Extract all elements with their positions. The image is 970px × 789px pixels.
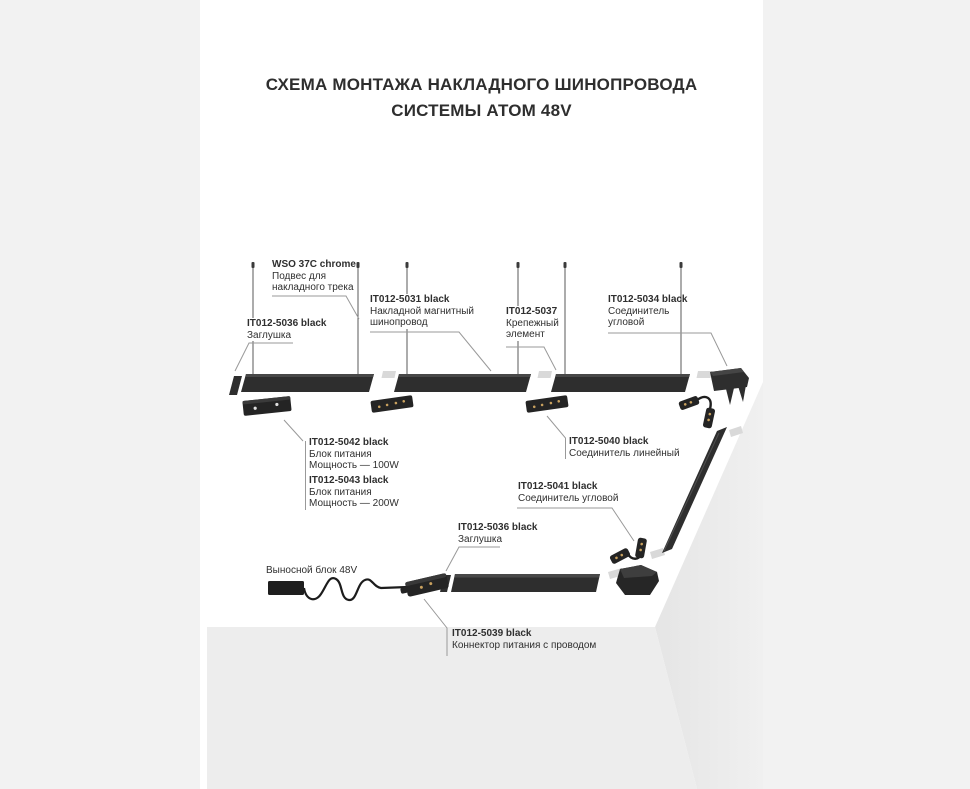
wire-cap: [357, 262, 360, 268]
label-mount-line1: Крепежный: [506, 317, 559, 329]
label-linear-connector: [569, 436, 680, 459]
label-mount-line2: элемент: [506, 329, 545, 340]
track-segment-bottom-facet: [454, 574, 600, 578]
label-power-cord-line1: Коннектор питания с проводом: [452, 639, 597, 651]
label-track-line2: шинопровод: [370, 317, 428, 328]
label-corner-connector-code: IT012-5041 black: [518, 481, 598, 492]
label-corner-connector: [518, 481, 618, 504]
label-suspension-line2: накладного трека: [272, 282, 354, 293]
diagram-title-line2: СИСТЕМЫ АТОМ 48V: [391, 101, 572, 120]
diagram-title: [200, 72, 763, 124]
label-linear-connector-line1: Соединитель линейный: [569, 447, 680, 459]
label-endcap-top: [247, 318, 329, 341]
label-track-code: IT012-5031 black: [370, 294, 450, 305]
mounting-clip: [382, 371, 397, 378]
label-endcap-bottom: [458, 522, 538, 545]
bottom-track-row: [440, 574, 600, 592]
wire-cap: [406, 262, 409, 268]
mounting-clip: [697, 371, 713, 378]
label-psu-100-line1: Блок питания: [309, 448, 372, 460]
label-power-cord: [452, 628, 596, 651]
label-power-cord-code: IT012-5039 black: [452, 628, 532, 639]
wire-cap: [564, 262, 567, 268]
label-psu-100-code: IT012-5042 black: [309, 437, 389, 448]
label-track-line1: Накладной магнитный: [370, 305, 475, 317]
label-track: [370, 294, 476, 329]
floor-plane: [207, 627, 697, 789]
remote-driver-box: [268, 581, 304, 595]
track-segment-3-facet: [555, 374, 690, 377]
diagram-title-line1: СХЕМА МОНТАЖА НАКЛАДНОГО ШИНОПРОВОДА: [265, 75, 698, 94]
label-mount: [506, 306, 561, 341]
wire-cap: [680, 262, 683, 268]
mounting-clip: [538, 371, 553, 378]
wire-cap: [252, 262, 255, 268]
label-corner-right-line1: Соединитель: [608, 305, 670, 317]
label-psu-200: [309, 475, 399, 510]
label-psu-200-line2: Мощность — 200W: [309, 498, 399, 509]
label-suspension-code: WSO 37C chrome: [272, 259, 356, 270]
label-endcap-bottom-code: IT012-5036 black: [458, 522, 538, 533]
label-endcap-bottom-line1: Заглушка: [458, 533, 503, 545]
label-linear-connector-code: IT012-5040 black: [569, 436, 649, 447]
label-suspension-line1: Подвес для: [272, 270, 326, 282]
label-corner-right-line2: угловой: [608, 317, 645, 328]
label-corner-right: [608, 294, 688, 329]
label-remote-unit: [266, 565, 357, 577]
label-mount-code: IT012-5037: [506, 306, 558, 317]
label-psu-100: [309, 437, 399, 472]
label-suspension: [272, 259, 356, 294]
label-corner-connector-line1: Соединитель угловой: [518, 492, 619, 504]
label-remote-unit-text: Выносной блок 48V: [266, 565, 358, 576]
track-segment-1-facet: [245, 374, 374, 377]
wire-cap: [517, 262, 520, 268]
track-segment-2-facet: [398, 374, 531, 377]
label-psu-200-code: IT012-5043 black: [309, 475, 389, 486]
label-corner-right-code: IT012-5034 black: [608, 294, 688, 305]
label-endcap-top-code: IT012-5036 black: [247, 318, 327, 329]
label-psu-100-line2: Мощность — 100W: [309, 460, 399, 471]
label-endcap-top-line1: Заглушка: [247, 329, 292, 341]
label-psu-200-line1: Блок питания: [309, 486, 372, 498]
